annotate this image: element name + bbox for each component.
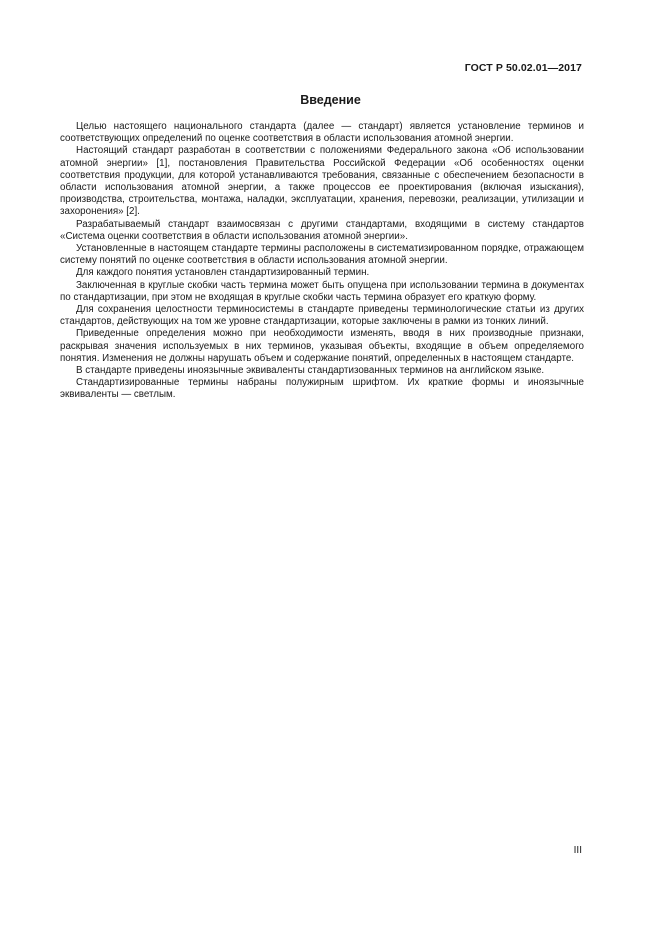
document-id: ГОСТ Р 50.02.01—2017 bbox=[464, 62, 582, 74]
paragraph: Для сохранения целостности терминосистемы в стандарте приведены терминологические статьи из других стандартов, действующих на том же уровне стандартизации, которые заключены в рамки из тонких линий. bbox=[60, 304, 584, 328]
section-title: Введение bbox=[300, 93, 361, 107]
paragraph: Для каждого понятия установлен стандартизированный термин. bbox=[76, 267, 370, 279]
paragraph: Настоящий стандарт разработан в соответствии с положениями Федерального закона «Об использовании атомной энергии» [1], постановления Правительства Российской Федерации «Об особенностях оценки соответствия продукции, для которой устанавливаются требования, связанные с обеспечением безопасности в области использования атомной энергии, а также процессов ее проектирования (включая изыскания), производства, строительства, монтажа, наладки, эксплуатации, хранения, перевозки, реализации, утилизации и захоронения» [2]. bbox=[60, 145, 584, 218]
paragraph: Заключенная в круглые скобки часть термина может быть опущена при использовании термина в документах по стандартизации, при этом не входящая в круглые скобки часть термина образует его краткую форму. bbox=[60, 279, 584, 303]
introduction-body bbox=[60, 121, 584, 402]
paragraph: Стандартизированные термины набраны полужирным шрифтом. Их краткие формы и иноязычные эквиваленты — светлым. bbox=[60, 377, 584, 401]
paragraph: Приведенные определения можно при необходимости изменять, вводя в них производные признаки, раскрывая значения используемых в них терминов, указывая объекты, входящие в объем определяемого понятия. Изменения не должны нарушать объем и содержание понятий, определенных в настоящем стандарте. bbox=[60, 328, 584, 364]
paragraph: Целью настоящего национального стандарта (далее — стандарт) является установление терминов и соответствующих определений по оценке соответствия в области использования атомной энергии. bbox=[60, 121, 584, 145]
paragraph: Разрабатываемый стандарт взаимосвязан с другими стандартами, входящими в систему стандартов «Система оценки соответствия в области использования атомной энергии». bbox=[60, 218, 584, 242]
paragraph: В стандарте приведены иноязычные эквиваленты стандартизованных терминов на английском языке. bbox=[76, 365, 545, 377]
page-number: III bbox=[573, 845, 582, 856]
paragraph: Установленные в настоящем стандарте термины расположены в систематизированном порядке, отражающем систему понятий по оценке соответствия в области использования атомной энергии. bbox=[60, 243, 584, 267]
